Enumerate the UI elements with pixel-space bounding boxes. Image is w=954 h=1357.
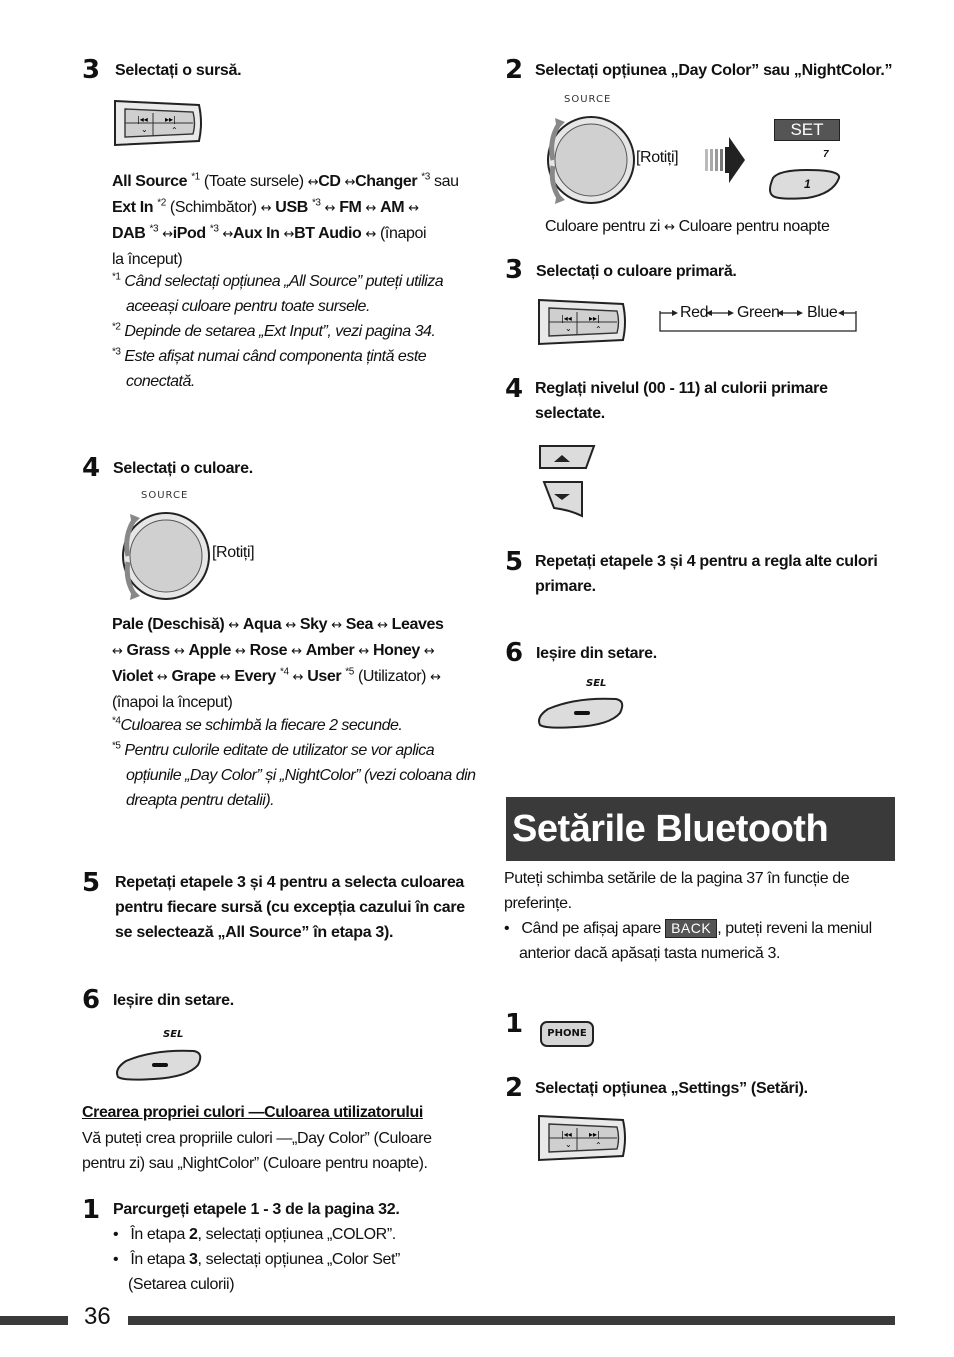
svg-text:▸▸|: ▸▸| (589, 1130, 600, 1139)
step-title: Ieșire din setare. (536, 645, 657, 662)
step-title: Selectați o sursă. (115, 62, 242, 79)
sel-label: SEL (163, 1029, 184, 1040)
step-number: 3 (505, 255, 524, 285)
svg-text:⌃: ⌃ (171, 126, 178, 135)
step-number: 4 (82, 453, 101, 483)
step-title: Selectați o culoare. (113, 460, 253, 477)
rotary-knob-icon (114, 508, 214, 604)
step-number: 3 (82, 55, 101, 85)
down-button-icon (540, 480, 586, 518)
step-number: 4 (505, 374, 524, 404)
color-red: Red (680, 304, 709, 321)
arrow-right-icon (705, 137, 745, 185)
source-list: All Source $^{*1}$ (Toate sursele) ↔CD ↔Changer $^{*3}$ sau Ext In $^{*2}$ (Schimbător) ↔ USB $^{*3}$ ↔ FM ↔ AM ↔ DAB $^{*3}$ ↔iPod $^{*3}$ ↔Aux In ↔BT Audio ↔ (înapoi la început) (112, 171, 459, 268)
section-heading: Crearea propriei culori —Culoarea utilizatorului (82, 1104, 423, 1121)
set-display: SET (774, 119, 840, 141)
svg-text:|◂◂: |◂◂ (561, 1130, 572, 1139)
step-title: Selectați opțiunea „Settings” (Setări). (535, 1080, 808, 1097)
section-banner: Setările Bluetooth (506, 797, 895, 861)
step-number: 1 (505, 1009, 524, 1039)
source-label: SOURCE (564, 94, 612, 105)
step-number: 5 (82, 868, 101, 898)
step-title: Ieșire din setare. (113, 992, 234, 1009)
back-badge: BACK (665, 919, 717, 938)
paragraph: Vă puteți crea propriile culori —„Day Color” (Culoare pentru zi) sau „NightColor” (Culoare pentru noapte). (82, 1130, 432, 1172)
bullet-list: • În etapa 2, selectați opțiunea „COLOR”. • În etapa 3, selectați opțiunea „Color Set” (Setarea culorii) (113, 1226, 400, 1293)
paragraph: Puteți schimba setările de la pagina 37 în funcție de preferințe. • Când pe afișaj apare BACK , puteți reveni la meniul anterior dacă apăsați tasta numerică 3. (504, 870, 872, 962)
sel-button-icon (536, 695, 626, 731)
up-button-icon (536, 442, 598, 472)
step-number: 2 (505, 55, 524, 85)
footnotes-sources: $^{*1}$ Când selectați opțiunea „All Source” puteți utiliza aceeași culoare pentru toate sursele. $^{*2}$ Depinde de setarea „Ext Input”, vezi pagina 34. $^{*3}$ Este afișat numai când componenta țintă este conectată. (112, 271, 444, 390)
step-text: Repetați etapele 3 și 4 pentru a selecta culoarea pentru fiecare sursă (cu excepția cazului în care se selectează „All Source” în etapa 3). (115, 874, 465, 941)
svg-text:⌃: ⌃ (595, 325, 602, 334)
svg-text:|◂◂: |◂◂ (137, 115, 148, 124)
color-green: Green (737, 304, 780, 321)
caption: Culoare pentru zi ↔ Culoare pentru noapte (545, 218, 830, 235)
seek-button-icon (113, 99, 203, 147)
source-label: SOURCE (141, 490, 189, 501)
svg-text:▸▸|: ▸▸| (165, 115, 176, 124)
step-title: Selectați o culoare primară. (536, 263, 737, 280)
sel-button-icon (114, 1047, 204, 1083)
step-number: 1 (82, 1195, 101, 1225)
svg-text:|◂◂: |◂◂ (561, 314, 572, 323)
svg-text:▸▸|: ▸▸| (589, 314, 600, 323)
step-number: 2 (505, 1073, 524, 1103)
footer-bar-left (0, 1316, 68, 1325)
rotate-label: [Rotiți] (212, 544, 255, 561)
step-number: 6 (505, 638, 524, 668)
sel-label: SEL (586, 678, 607, 689)
footer-bar-right (128, 1316, 895, 1325)
rotary-knob-icon (537, 112, 637, 208)
svg-text:⌄: ⌄ (565, 1140, 572, 1149)
footnotes-colors: $^{*4}$Culoarea se schimbă la fiecare 2 secunde. $^{*5}$ Pentru culorile editate de utilizator se vor aplica opțiunile „Day Color” și „NightColor” (vezi coloana din dreapta pentru detalii). (112, 715, 476, 809)
step-title: Parcurgeți etapele 1 - 3 de la pagina 32. (113, 1201, 400, 1218)
preset-number: 1 (804, 177, 811, 191)
step-number: 5 (505, 547, 524, 577)
step-title: Selectați opțiunea „Day Color” sau „NightColor.” (535, 62, 893, 79)
phone-button: PHONE (540, 1021, 594, 1047)
step-text: Reglați nivelul (00 - 11) al culorii primare selectate. (535, 380, 828, 422)
seek-button-icon (537, 298, 627, 346)
color-list: Pale (Deschisă) ↔ Aqua ↔ Sky ↔ Sea ↔ Leaves ↔ Grass ↔ Apple ↔ Rose ↔ Amber ↔ Honey ↔ Violet ↔ Grape ↔ Every $^{*4}$ ↔ User $^{*5}$ (Utilizator) ↔ (înapoi la început) (112, 616, 444, 711)
step-text: Repetați etapele 3 și 4 pentru a regla alte culori primare. (535, 553, 878, 595)
svg-text:⌄: ⌄ (141, 125, 148, 134)
svg-text:⌃: ⌃ (595, 1141, 602, 1150)
rotate-label: [Rotiți] (636, 149, 679, 166)
preset-top-label: 7 (823, 149, 829, 160)
svg-text:⌄: ⌄ (565, 324, 572, 333)
color-blue: Blue (807, 304, 838, 321)
step-number: 6 (82, 985, 101, 1015)
page-number: 36 (84, 1303, 111, 1330)
seek-button-icon (537, 1114, 627, 1162)
